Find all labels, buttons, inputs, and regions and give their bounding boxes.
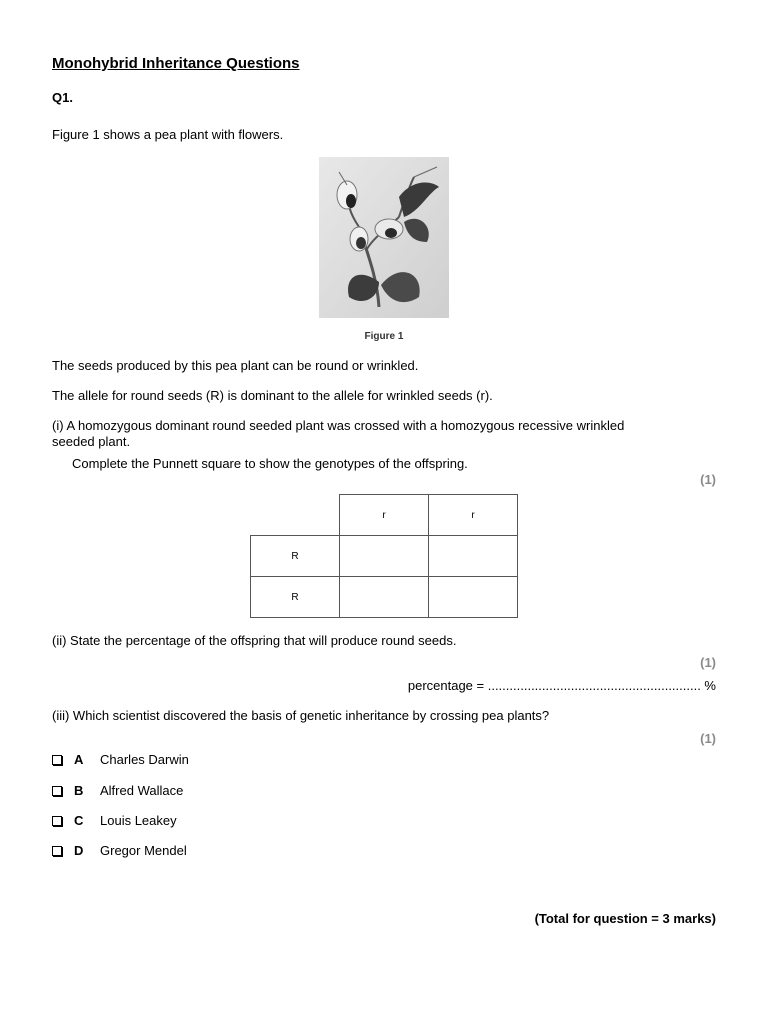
option-a[interactable] — [52, 752, 189, 767]
seeds-text: The seeds produced by this pea plant can be round or wrinkled. — [52, 358, 419, 373]
percentage-answer-line[interactable]: percentage = ........................................................... % — [407, 678, 716, 693]
part-ii-marks: (1) — [700, 655, 716, 670]
option-b[interactable] — [52, 783, 183, 798]
option-letter: A — [74, 752, 84, 767]
punnett-row-header: R — [251, 536, 340, 577]
option-c[interactable] — [52, 813, 177, 828]
pea-plant-photo — [319, 157, 449, 318]
punnett-square — [250, 494, 518, 618]
punnett-answer-cell[interactable] — [429, 536, 518, 577]
option-letter: D — [74, 843, 84, 858]
option-label: Alfred Wallace — [100, 783, 184, 798]
checkbox-icon[interactable] — [52, 786, 62, 796]
question-number: Q1. — [52, 90, 73, 105]
punnett-col-header: r — [429, 495, 518, 536]
part-i-instruction: Complete the Punnett square to show the genotypes of the offspring. — [72, 456, 468, 471]
part-ii-text: (ii) State the percentage of the offspring that will produce round seeds. — [52, 633, 457, 648]
checkbox-icon[interactable] — [52, 755, 62, 765]
checkbox-icon[interactable] — [52, 816, 62, 826]
option-label: Louis Leakey — [100, 813, 177, 828]
part-i-text-line2: seeded plant. — [52, 434, 131, 449]
part-i-text-line1: (i) A homozygous dominant round seeded plant was crossed with a homozygous recessive wrinkled — [52, 418, 625, 433]
option-label: Charles Darwin — [100, 752, 189, 767]
checkbox-icon[interactable] — [52, 846, 62, 856]
option-label: Gregor Mendel — [100, 843, 187, 858]
punnett-row-header: R — [251, 577, 340, 618]
part-iii-text: (iii) Which scientist discovered the basis of genetic inheritance by crossing pea plants? — [52, 708, 550, 723]
punnett-answer-cell[interactable] — [340, 577, 429, 618]
option-letter: B — [74, 783, 84, 798]
allele-text: The allele for round seeds (R) is dominant to the allele for wrinkled seeds (r). — [52, 388, 493, 403]
intro-text: Figure 1 shows a pea plant with flowers. — [52, 127, 284, 142]
punnett-answer-cell[interactable] — [429, 577, 518, 618]
total-marks: (Total for question = 3 marks) — [534, 911, 716, 926]
punnett-answer-cell[interactable] — [340, 536, 429, 577]
punnett-corner — [251, 495, 340, 536]
page-title: Monohybrid Inheritance Questions — [52, 55, 300, 72]
figure-caption: Figure 1 — [364, 331, 404, 342]
part-i-marks: (1) — [700, 472, 716, 487]
option-letter: C — [74, 813, 84, 828]
part-iii-marks: (1) — [700, 731, 716, 746]
option-d[interactable] — [52, 843, 187, 858]
punnett-col-header: r — [340, 495, 429, 536]
